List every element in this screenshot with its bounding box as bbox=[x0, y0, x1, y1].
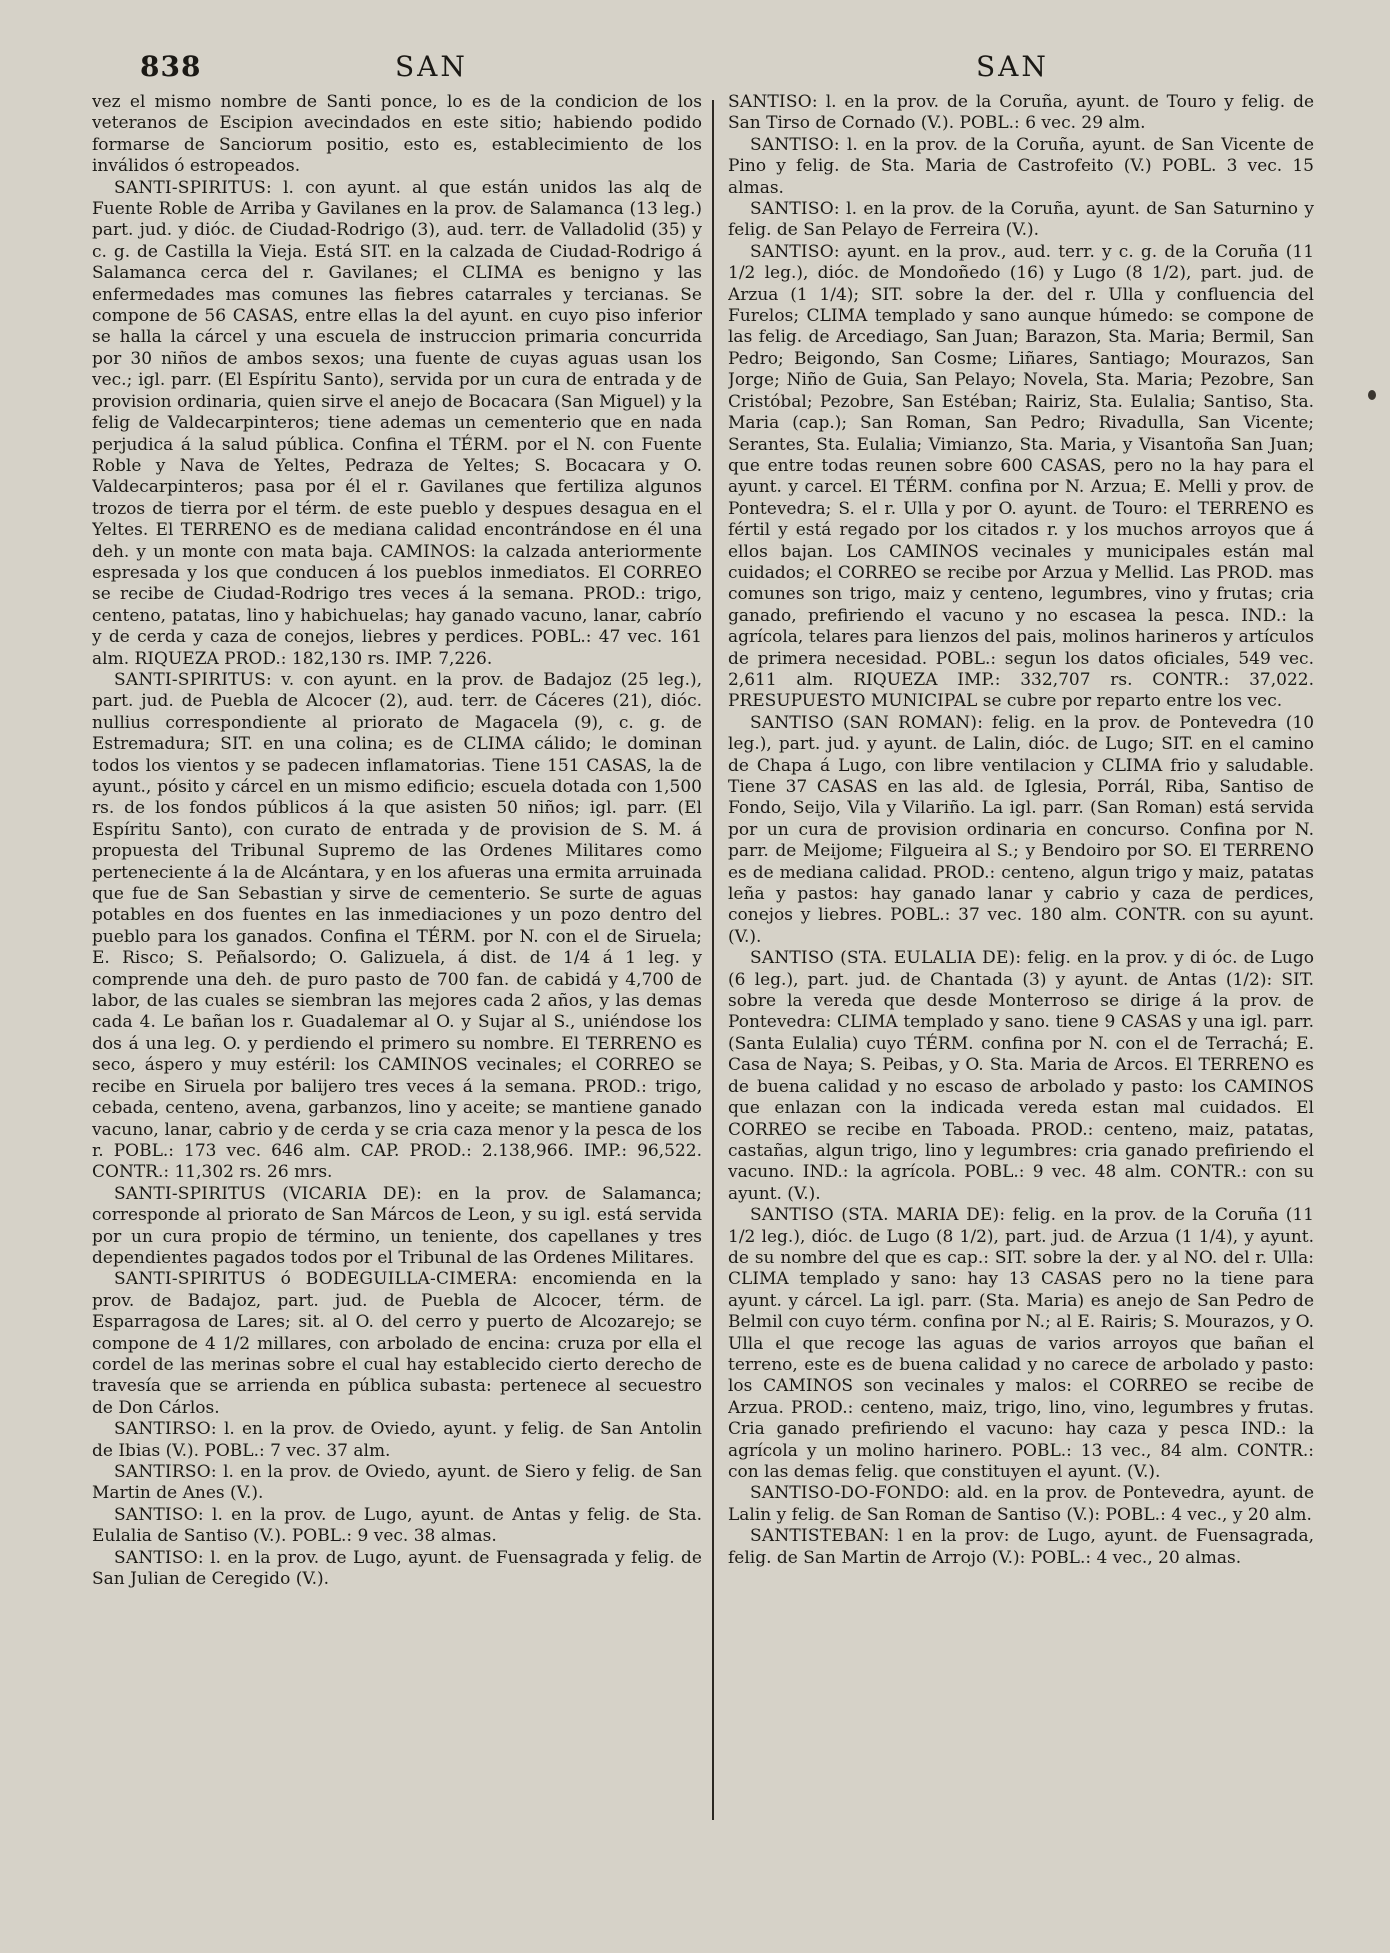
entry-text: l. con ayunt. al que están unidos las alq de Fuente Roble de Arriba y Gavilanes en la prov. de Salamanca (13 leg.) part. jud. y dióc. de Ciudad-Rodrigo (3), aud. terr. de Valladolid (35) y c. g. de Castilla la Vieja. Está SIT. en la calzada de Ciudad-Rodrigo á Salamanca cerca del r. Gavilanes; el CLIMA es benigno y las enfermedades mas comunes las fiebres catarrales y tercianas. Se compone de 56 CASAS, entre ellas la del ayunt. en cuyo piso inferior se halla la cárcel y una escuela de instruccion primaria concurrida por 30 niños de ambos sexos; una fuente de cuyas aguas usan los vec.; igl. parr. (El Espíritu Santo), servida por un cura de entrada y de provision ordinaria, quien sirve el anejo de Bocacara (San Miguel) y la felig de Valdecarpinteros; tiene ademas un cementerio que en nada perjudica á la salud pública. Confina el TÉRM. por el N. con Fuente Roble y Nava de Yeltes, Pedraza de Yeltes; S. Bocacara y O. Valdecarpinteros; pasa por él el r. Gavilanes que fertiliza algunos trozos de tierra por el térm. de este pueblo y despues desagua en el Yeltes. El TERRENO es de mediana calidad encontrándose en él una deh. y un monte con mata baja. CAMINOS: la calzada anteriormente espresada y los que conducen á los pueblos inmediatos. El CORREO se recibe de Ciudad-Rodrigo tres veces á la semana. PROD.: trigo, centeno, patatas, lino y habichuelas; hay ganado vacuno, lanar, cabrío y de cerda y caza de conejos, liebres y perdices. POBL.: 47 vec. 161 alm. RIQUEZA PROD.: 182,130 rs. IMP. 7,226. bbox=[92, 177, 702, 669]
running-head bbox=[0, 50, 1390, 90]
entry-text: l. en la prov. de la Coruña, ayunt. de San Vicente de Pino y felig. de Sta. Maria de Castrofeito (V.) POBL. 3 vec. 15 almas. bbox=[728, 134, 1314, 198]
left-column bbox=[92, 92, 702, 1912]
entry bbox=[728, 242, 1314, 713]
entry-headword: SANTISO: bbox=[750, 199, 840, 220]
entry bbox=[728, 135, 1314, 199]
entry-text: en la prov. de Salamanca; corresponde al priorato de San Márcos de Leon, y su igl. está servida por un cura propio de término, un teniente, dos capellanes y tres dependientes pagados todos por el Tribunal de las Ordenes Militares. bbox=[92, 1183, 702, 1268]
entry-text: vez el mismo nombre de Santi ponce, lo es de la condicion de los veteranos de Escipion avecindados en este sitio; habiendo podido formarse de Sanciorum positio, esto es, establecimiento de los inválidos ó estropeados. bbox=[92, 92, 702, 177]
entry-headword: SANTI-SPIRITUS (VICARIA DE): bbox=[114, 1183, 423, 1204]
entry bbox=[728, 948, 1314, 1205]
entry bbox=[92, 1184, 702, 1270]
entry bbox=[92, 1419, 702, 1462]
entry-headword: SANTISO: bbox=[750, 241, 840, 262]
running-head-left: SAN bbox=[395, 50, 468, 83]
entry-headword: SANTI-SPIRITUS: bbox=[114, 669, 272, 690]
entry-text: felig. en la prov. y di óc. de Lugo (6 leg.), part. jud. de Chantada (3) y ayunt. de Antas (1/2): SIT. sobre la vereda que desde Monterroso se dirige á la prov. de Pontevedra: CLIMA templado y sano. tiene 9 CASAS y una igl. parr. (Santa Eulalia) cuyo TÉRM. confina por N. con el de Terrachá; E. Casa de Naya; S. Peibas, y O. Sta. Maria de Arcos. El TERRENO es de buena calidad y no escaso de arbolado y pasto: los CAMINOS que enlazan con la indicada vereda estan mal cuidados. El CORREO se recibe en Taboada. PROD.: centeno, maiz, patatas, castañas, algun trigo, lino y legumbres: cria ganado prefiriendo el vacuno. IND.: la agrícola. POBL.: 9 vec. 48 alm. CONTR.: con su ayunt. (V.). bbox=[728, 948, 1314, 1204]
entry bbox=[728, 199, 1314, 242]
page-number: 838 bbox=[140, 50, 202, 83]
ink-spot bbox=[1368, 390, 1376, 400]
entry-headword: SANTISO: bbox=[728, 92, 818, 112]
entry-headword: SANTISO: bbox=[114, 1547, 204, 1568]
right-column bbox=[728, 92, 1314, 1912]
entry bbox=[92, 1269, 702, 1419]
entry-text: encomienda en la prov. de Badajoz, part. jud. de Puebla de Alcocer, térm. de Esparragosa de Lares; sit. al O. del cerro y puerto de Alcozarejo; se compone de 4 1/2 millares, con arbolado de encina: cruza por ella el cordel de las merinas sobre el cual hay establecido cierto derecho de travesía que se arrienda en pública subasta: pertenece al secuestro de Don Cárlos. bbox=[92, 1269, 702, 1418]
entry-text: l en la prov: de Lugo, ayunt. de Fuensagrada, felig. de San Martin de Arrojo (V.): POBL.: 4 vec., 20 almas. bbox=[728, 1526, 1314, 1568]
entry-headword: SANTI-SPIRITUS: bbox=[114, 177, 272, 198]
entry bbox=[728, 713, 1314, 948]
entry-text: l. en la prov. de la Coruña, ayunt. de Touro y felig. de San Tirso de Cornado (V.). POBL.: 6 vec. 29 alm. bbox=[728, 92, 1314, 134]
entry bbox=[728, 92, 1314, 135]
entry-headword: SANTISO (STA. EULALIA DE): bbox=[750, 948, 1022, 969]
entry-headword: SANTISO (SAN ROMAN): bbox=[750, 712, 984, 733]
entry-headword: SANTIRSO: bbox=[114, 1419, 217, 1440]
entry-headword: SANTISO-DO-FONDO: bbox=[750, 1483, 951, 1504]
entry-text: l. en la prov. de Lugo, ayunt. de Fuensagrada y felig. de San Julian de Ceregido (V.). bbox=[92, 1547, 702, 1590]
entry-text: felig. en la prov. de la Coruña (11 1/2 leg.), dióc. de Lugo (8 1/2), part. jud. de Arzua (1 1/4), y ayunt. de su nombre del que es cap.: SIT. sobre la der. y al NO. del r. Ulla: CLIMA templado y sano: hay 13 CASAS pero no la tiene para ayunt. y cárcel. La igl. parr. (Sta. Maria) es anejo de San Pedro de Belmil con cuyo térm. confina por N.; al E. Rairis; S. Mourazos, y O. Ulla el que recoge las aguas de varios arroyos que bañan el terreno, este es de buena calidad y no carece de arbolado y pasto: los CAMINOS son vecinales y malos: el CORREO se recibe de Arzua. PROD.: centeno, maiz, trigo, lino, vino, legumbres y frutas. Cria ganado prefiriendo el vacuno: hay caza y pesca IND.: la agrícola y un molino harinero. POBL.: 13 vec., 84 alm. CONTR.: con las demas felig. que constituyen el ayunt. (V.). bbox=[728, 1205, 1314, 1482]
entry bbox=[92, 92, 702, 178]
entry-text: l. en la prov. de Oviedo, ayunt. de Siero y felig. de San Martin de Anes (V.). bbox=[92, 1462, 702, 1504]
entry-headword: SANTISO: bbox=[750, 134, 840, 155]
entry-text: felig. en la prov. de Pontevedra (10 leg.), part. jud. y ayunt. de Lalin, dióc. de Lugo; SIT. en el camino de Chapa á Lugo, con libre ventilacion y CLIMA frio y saludable. Tiene 37 CASAS en las ald. de Iglesia, Porrál, Riba, Santiso de Fondo, Seijo, Vila y Vilariño. La igl. parr. (San Roman) está servida por un cura de provision ordinaria en concurso. Confina por N. parr. de Meijome; Filgueira al S.; y Bendoiro por SO. El TERRENO es de mediana calidad. PROD.: centeno, algun trigo y maiz, patatas leña y pastos: hay ganado lanar y cabrio y caza de perdices, conejos y liebres. POBL.: 37 vec. 180 alm. CONTR. con su ayunt. (V.). bbox=[728, 712, 1314, 947]
entry-headword: SANTIRSO: bbox=[114, 1462, 217, 1482]
entry-headword: SANTISTEBAN: bbox=[750, 1526, 890, 1547]
entry-headword: SANTISO (STA. MARIA DE): bbox=[750, 1205, 1006, 1226]
entry bbox=[728, 1526, 1314, 1569]
entry-headword: SANTI-SPIRITUS ó BODEGUILLA-CIMERA: bbox=[114, 1269, 518, 1290]
entry bbox=[92, 1548, 702, 1591]
entry bbox=[728, 1483, 1314, 1526]
running-head-right: SAN bbox=[976, 50, 1049, 83]
entry bbox=[728, 1205, 1314, 1483]
entry-text: v. con ayunt. en la prov. de Badajoz (25 leg.), part. jud. de Puebla de Alcocer (2), aud. terr. de Cáceres (21), dióc. nullius correspondiente al priorato de Magacela (9), c. g. de Estremadura; SIT. en una colina; es de CLIMA cálido; le dominan todos los vientos y se padecen inflamatorias. Tiene 151 CASAS, la de ayunt., pósito y cárcel en un mismo edificio; escuela dotada con 1,500 rs. de los fondos públicos á la que asisten 50 niños; igl. parr. (El Espíritu Santo), con curato de entrada y de provision de S. M. á propuesta del Tribunal Supremo de las Ordenes Militares como perteneciente á la de Alcántara, y en los afueras una ermita arruinada que fue de San Sebastian y sirve de cementerio. Se surte de aguas potables en dos fuentes en las inmediaciones y un pozo dentro del pueblo para los ganados. Confina el TÉRM. por N. con el de Siruela; E. Risco; S. Peñalsordo; O. Galizuela, á dist. de 1/4 á 1 leg. y comprende una deh. de puro pasto de 700 fan. de cabidá y 4,700 de labor, de las cuales se siembran las mejores cada 2 años, y las demas cada 4. Le bañan los r. Guadalemar al O. y Sujar al S., uniéndose los dos á una leg. O. y perdiendo el primero su nombre. El TERRENO es seco, áspero y muy estéril: los CAMINOS vecinales; el CORREO se recibe en Siruela por balijero tres veces á la semana. PROD.: trigo, cebada, centeno, avena, garbanzos, lino y aceite; se mantiene ganado vacuno, lanar, cabrio y de cerda y se cria caza menor y la pesca de los r. POBL.: 173 vec. 646 alm. CAP. PROD.: 2.138,966. IMP.: 96,522. CONTR.: 11,302 rs. 26 mrs. bbox=[92, 669, 702, 1183]
column-divider bbox=[712, 100, 714, 1820]
entry bbox=[92, 178, 702, 670]
entry-text: l. en la prov. de la Coruña, ayunt. de San Saturnino y felig. de San Pelayo de Ferreira (V.). bbox=[728, 199, 1314, 241]
entry-text: ayunt. en la prov., aud. terr. y c. g. de la Coruña (11 1/2 leg.), dióc. de Mondoñedo (16) y Lugo (8 1/2), part. jud. de Arzua (1 1/4); SIT. sobre la der. del r. Ulla y confluencia del Furelos; CLIMA templado y sano aunque húmedo: se compone de las felig. de Arcediago, San Juan; Barazon, Sta. Maria; Bermil, San Pedro; Beigondo, San Cosme; Liñares, Santiago; Mourazos, San Jorge; Niño de Guia, San Pelayo; Novela, Sta. Maria; Pezobre, San Cristóbal; Pezobre, San Estéban; Rairiz, Sta. Eulalia; Santiso, Sta. Maria (cap.); San Roman, San Pedro; Rivadulla, San Vicente; Serantes, Sta. Eulalia; Vimianzo, Sta. Maria, y Visantoña San Juan; que entre todas reunen sobre 600 CASAS, pero no la hay para el ayunt. y carcel. El TÉRM. confina por N. Arzua; E. Melli y prov. de Pontevedra; S. el r. Ulla y por O. ayunt. de Touro: el TERRENO es fértil y está regado por los citados r. y los muchos arroyos que á ellos bajan. Los CAMINOS vecinales y municipales están mal cuidados; el CORREO se recibe por Arzua y Mellid. Las PROD. mas comunes son trigo, maiz y centeno, legumbres, vino y frutas; cria ganado, prefiriendo el vacuno y no escasea la pesca. IND.: la agrícola, telares para lienzos del pais, molinos harineros y artículos de primera necesidad. POBL.: segun los datos oficiales, 549 vec. 2,611 alm. RIQUEZA IMP.: 332,707 rs. CONTR.: 37,022. PRESUPUESTO MUNICIPAL se cubre por reparto entre los vec. bbox=[728, 241, 1314, 712]
entry bbox=[92, 1462, 702, 1505]
entry bbox=[92, 1505, 702, 1548]
entry-text: l. en la prov. de Lugo, ayunt. de Antas y felig. de Sta. Eulalia de Santiso (V.). POBL.: 9 vec. 38 almas. bbox=[92, 1504, 702, 1547]
entry bbox=[92, 670, 702, 1184]
entry-text: l. en la prov. de Oviedo, ayunt. y felig. de San Antolin de Ibias (V.). POBL.: 7 vec. 37 alm. bbox=[92, 1419, 702, 1461]
entry-headword: SANTISO: bbox=[114, 1504, 204, 1525]
entry-text: ald. en la prov. de Pontevedra, ayunt. de Lalin y felig. de San Roman de Santiso (V.): POBL.: 4 vec., y 20 alm. bbox=[728, 1483, 1314, 1525]
